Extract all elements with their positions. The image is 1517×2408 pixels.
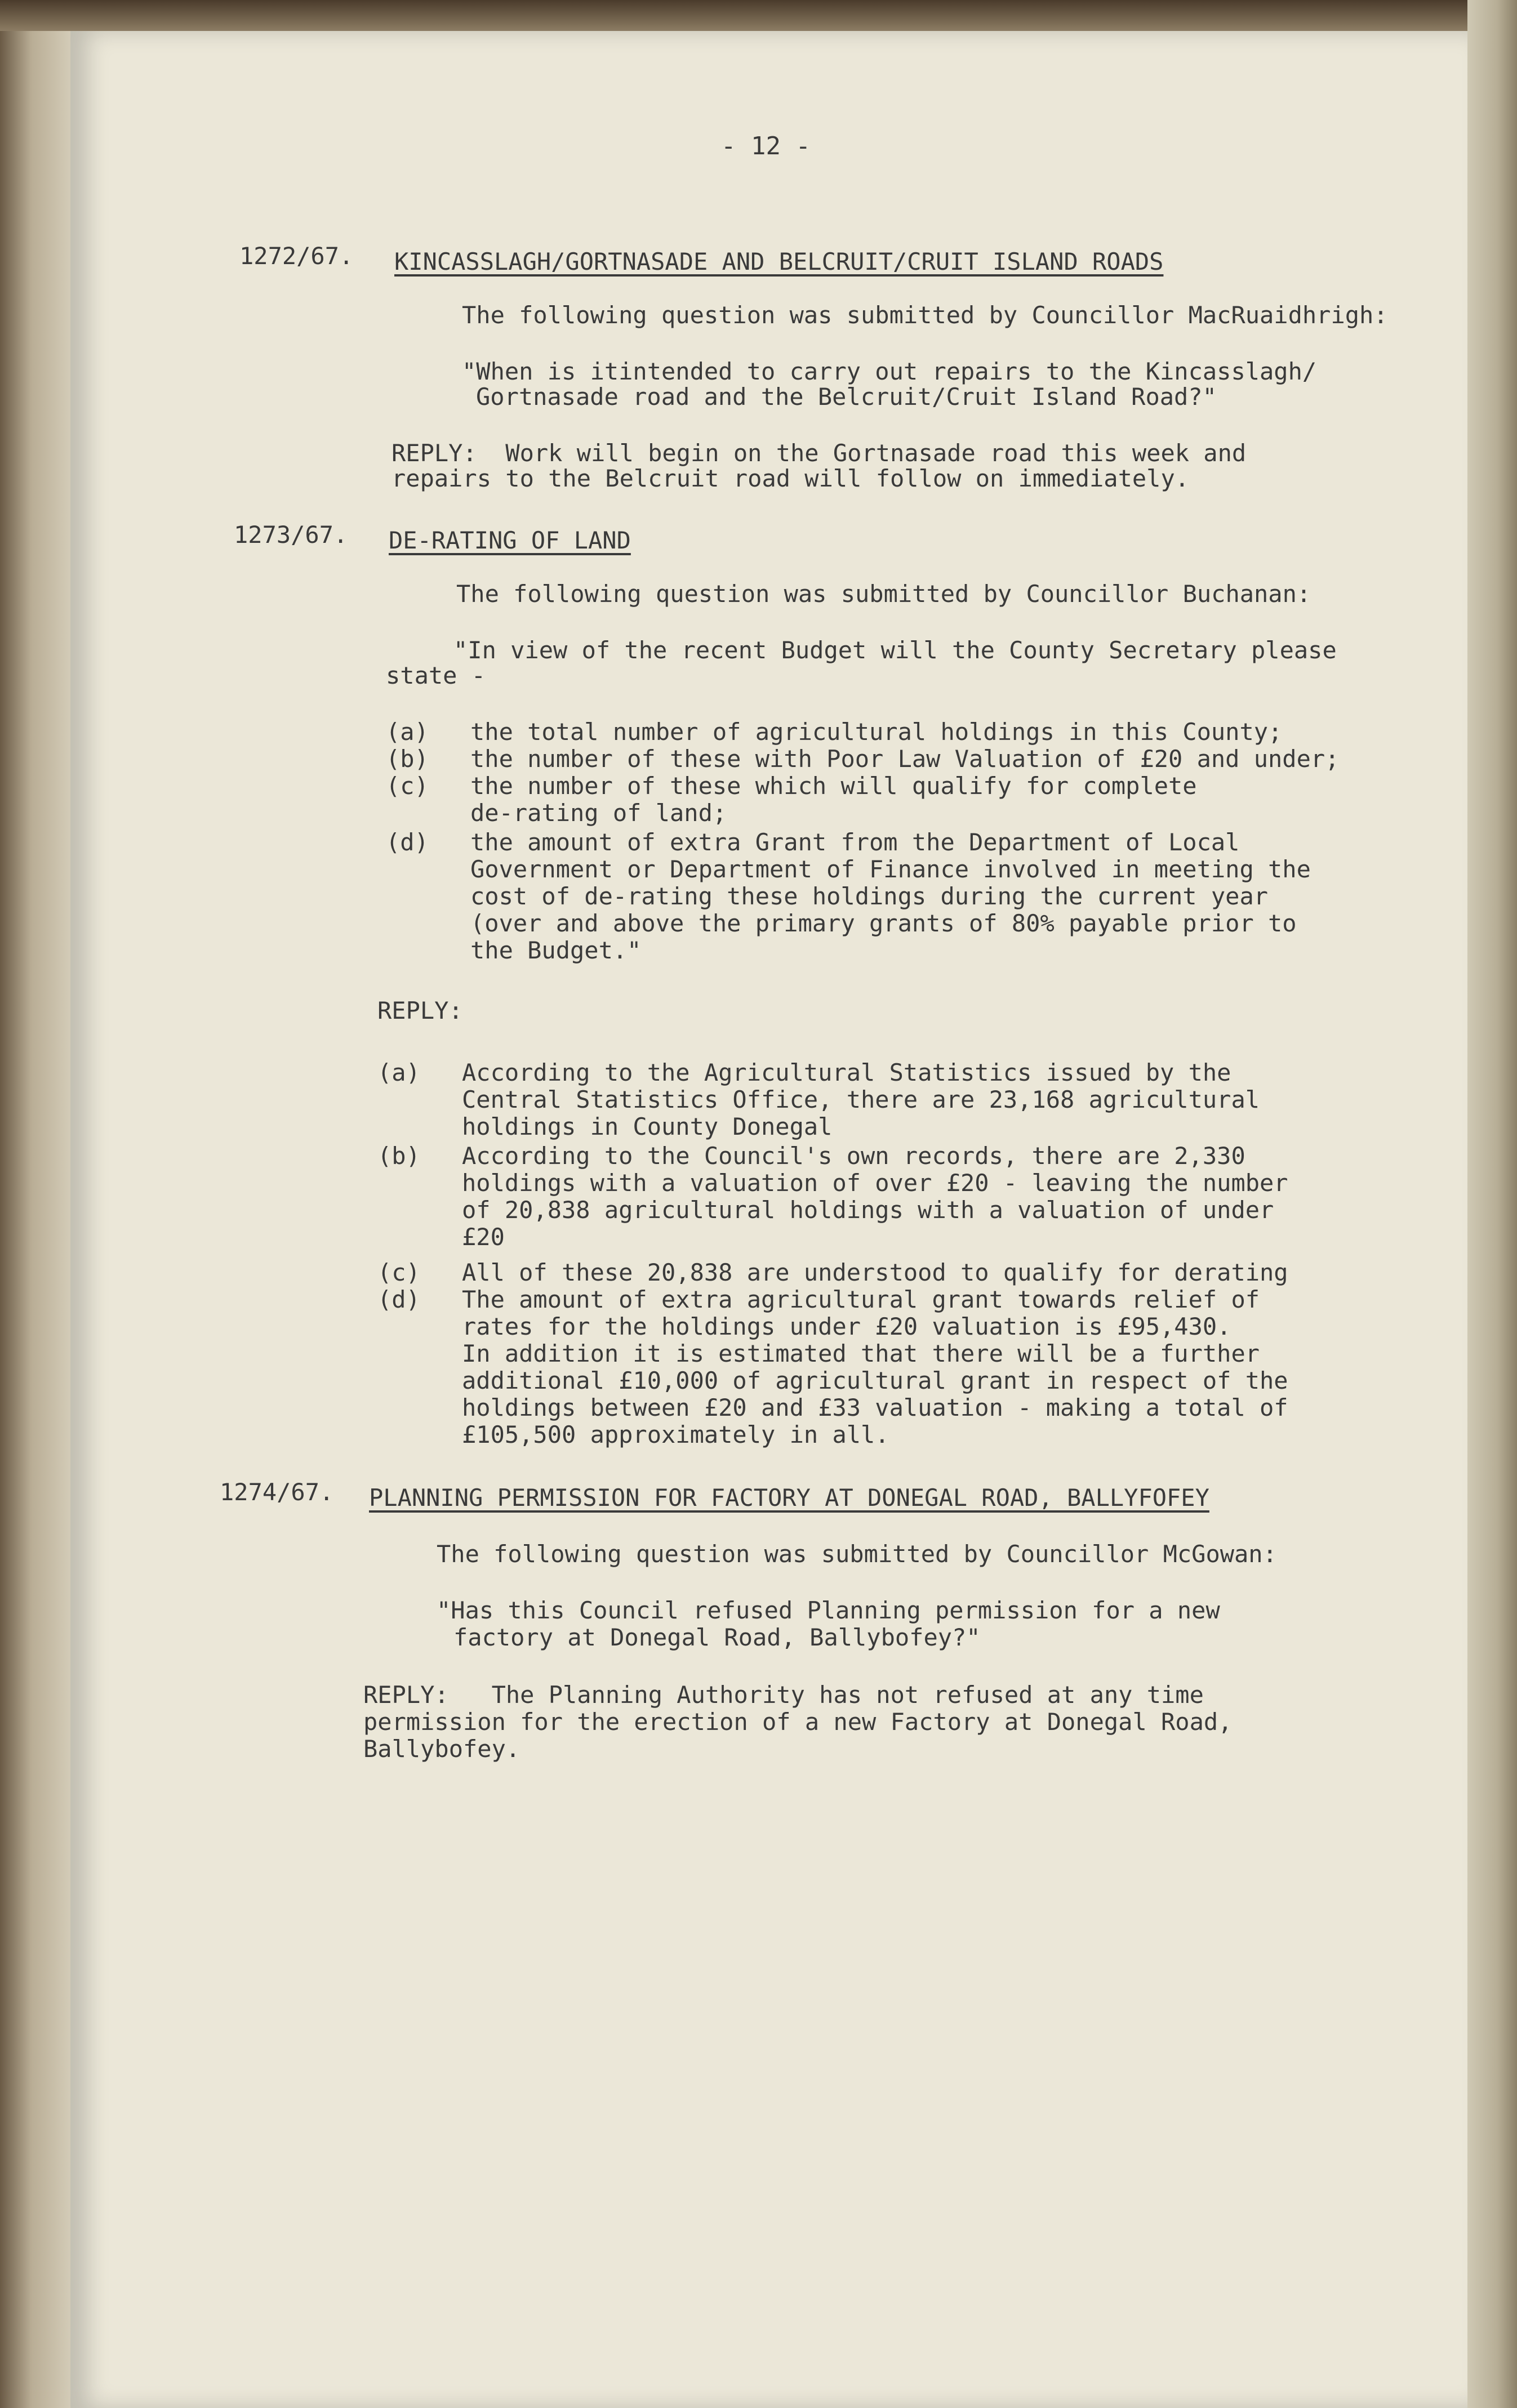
reply-part-line: The amount of extra agricultural grant towards relief of	[462, 1286, 1260, 1313]
question-part-line: the number of these with Poor Law Valuation of £20 and under;	[470, 745, 1340, 773]
question-part-label: (a)	[386, 718, 429, 746]
reply-part-line: According to the Council's own records, there are 2,330	[462, 1142, 1245, 1170]
reply-line: REPLY: The Planning Authority has not refused at any time	[363, 1681, 1204, 1709]
binding-spine	[0, 0, 79, 2408]
item-number-1272: 1272/67.	[239, 242, 354, 270]
question-part-line: the amount of extra Grant from the Department of Local	[470, 828, 1240, 856]
question-part-line: (over and above the primary grants of 80% payable prior to	[470, 909, 1297, 937]
question-line: Gortnasade road and the Belcruit/Cruit Island Road?"	[476, 383, 1217, 411]
question-line: "When is itintended to carry out repairs to the Kincasslagh/	[462, 358, 1317, 385]
reply-part-line: Central Statistics Office, there are 23,168 agricultural	[462, 1086, 1260, 1113]
reply-line: permission for the erection of a new Factory at Donegal Road,	[363, 1708, 1233, 1736]
question-part-label: (c)	[386, 772, 429, 800]
reply-part-line: According to the Agricultural Statistics issued by the	[462, 1059, 1231, 1086]
reply-part-line: holdings between £20 and £33 valuation - making a total of	[462, 1394, 1288, 1421]
page-top-edge	[0, 0, 1517, 31]
question-line: "Has this Council refused Planning permission for a new	[437, 1597, 1220, 1624]
page-right-edge	[1467, 0, 1517, 2408]
item-number-1274: 1274/67.	[220, 1478, 334, 1506]
reply-part-line: All of these 20,838 are understood to qualify for derating	[462, 1259, 1288, 1286]
reply-part-line: rates for the holdings under £20 valuation is £95,430.	[462, 1313, 1231, 1340]
question-part-line: the total number of agricultural holdings in this County;	[470, 718, 1283, 746]
reply-part-line: £20	[462, 1223, 505, 1251]
reply-part-line: holdings in County Donegal	[462, 1113, 833, 1140]
page-number: - 12 -	[721, 132, 811, 160]
reply-part-line: holdings with a valuation of over £20 - leaving the number	[462, 1169, 1288, 1197]
question-part-line: cost of de-rating these holdings during the current year	[470, 882, 1269, 910]
reply-line: Ballybofey.	[363, 1735, 521, 1763]
reply-part-line: £105,500 approximately in all.	[462, 1421, 889, 1448]
question-intro: The following question was submitted by Councillor MacRuaidhrigh:	[462, 301, 1388, 329]
question-line: factory at Donegal Road, Ballybofey?"	[453, 1624, 981, 1651]
reply-part-line: additional £10,000 of agricultural grant in respect of the	[462, 1367, 1288, 1394]
reply-part-label: (a)	[377, 1059, 420, 1086]
question-intro: The following question was submitted by Councillor Buchanan:	[456, 580, 1311, 608]
reply-part-label: (c)	[377, 1259, 420, 1286]
reply-part-line: In addition it is estimated that there will be a further	[462, 1340, 1260, 1367]
reply-part-label: (d)	[377, 1286, 420, 1313]
item-heading-1272: KINCASSLAGH/GORTNASADE AND BELCRUIT/CRUIT ISLAND ROADS	[394, 248, 1164, 275]
reply-label: REPLY:	[377, 997, 463, 1024]
question-part-line: Government or Department of Finance involved in meeting the	[470, 855, 1311, 883]
reply-part-line: of 20,838 agricultural holdings with a valuation of under	[462, 1196, 1274, 1224]
question-part-line: de-rating of land;	[470, 799, 727, 827]
question-intro: The following question was submitted by Councillor McGowan:	[437, 1540, 1277, 1568]
reply-line: REPLY: Work will begin on the Gortnasade road this week and	[392, 439, 1247, 467]
reply-part-label: (b)	[377, 1142, 420, 1170]
item-number-1273: 1273/67.	[234, 521, 348, 549]
document-page	[70, 31, 1467, 2408]
question-part-line: the number of these which will qualify for complete	[470, 772, 1197, 800]
question-lead-line: "In view of the recent Budget will the County Secretary please	[453, 636, 1337, 664]
question-part-line: the Budget."	[470, 937, 642, 964]
question-part-label: (b)	[386, 745, 429, 773]
item-heading-1274: PLANNING PERMISSION FOR FACTORY AT DONEGAL ROAD, BALLYFOFEY	[369, 1484, 1209, 1511]
question-lead-line: state -	[386, 662, 486, 689]
reply-line: repairs to the Belcruit road will follow on immediately.	[392, 465, 1190, 492]
question-part-label: (d)	[386, 828, 429, 856]
item-heading-1273: DE-RATING OF LAND	[389, 527, 631, 554]
